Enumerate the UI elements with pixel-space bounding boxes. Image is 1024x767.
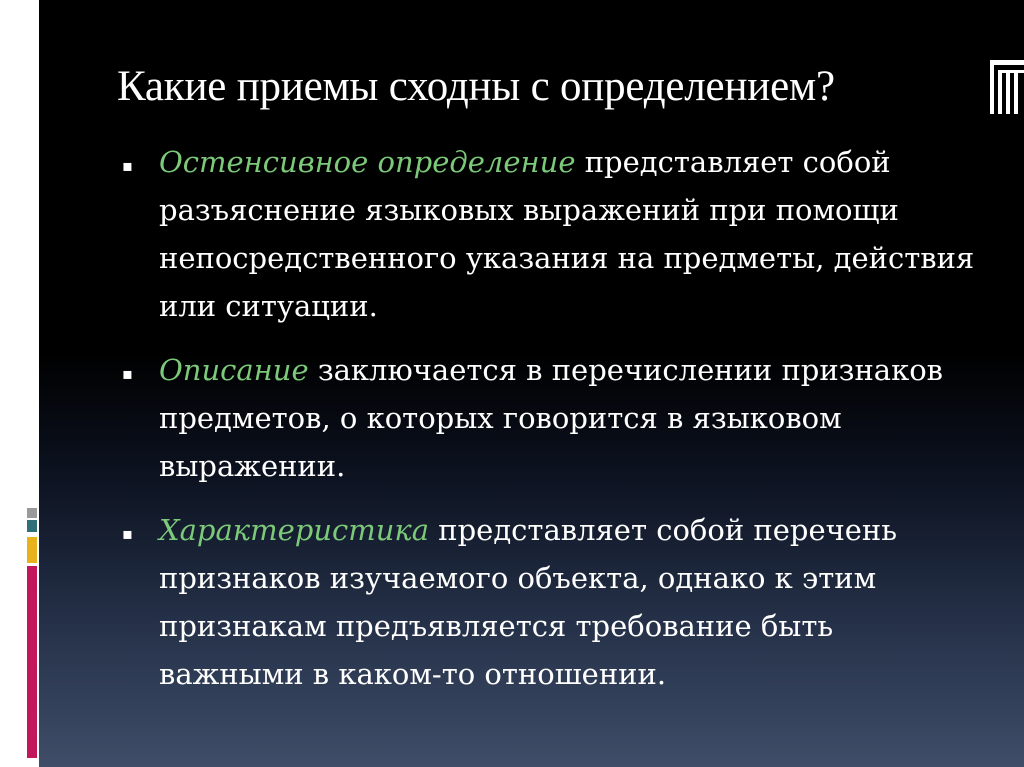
accent-block-magenta — [27, 566, 37, 758]
list-item — [122, 506, 979, 698]
accent-block-teal — [27, 520, 37, 532]
term-ostensive-definition: Остенсивное определение — [159, 145, 576, 179]
list-item — [122, 346, 979, 490]
term-description: Описание — [159, 353, 309, 387]
item-text: представляет собой перечень признаков изучаемого объекта, однако к этим признакам предъявляется требование быть важными в каком-то отношении. — [159, 513, 898, 691]
item-text: представляет собой разъяснение языковых выражений при помощи непосредственного указания на предметы, действия или ситуации. — [159, 145, 975, 323]
item-text: заключается в перечислении признаков предметов, о которых говорится в языковом выражении. — [159, 353, 944, 483]
term-characteristic: Характеристика — [159, 513, 430, 547]
accent-block-gray — [27, 508, 37, 518]
list-item — [122, 138, 979, 330]
bullet-icon: ▪ — [122, 524, 133, 543]
bars-decoration-icon — [990, 60, 1024, 114]
bullet-icon: ▪ — [122, 364, 133, 383]
slide — [39, 0, 1024, 767]
bullet-icon: ▪ — [122, 156, 133, 175]
accent-block-yellow — [27, 537, 37, 563]
bullet-list — [122, 138, 979, 714]
slide-title: Какие приемы сходны с определением? — [117, 63, 835, 110]
